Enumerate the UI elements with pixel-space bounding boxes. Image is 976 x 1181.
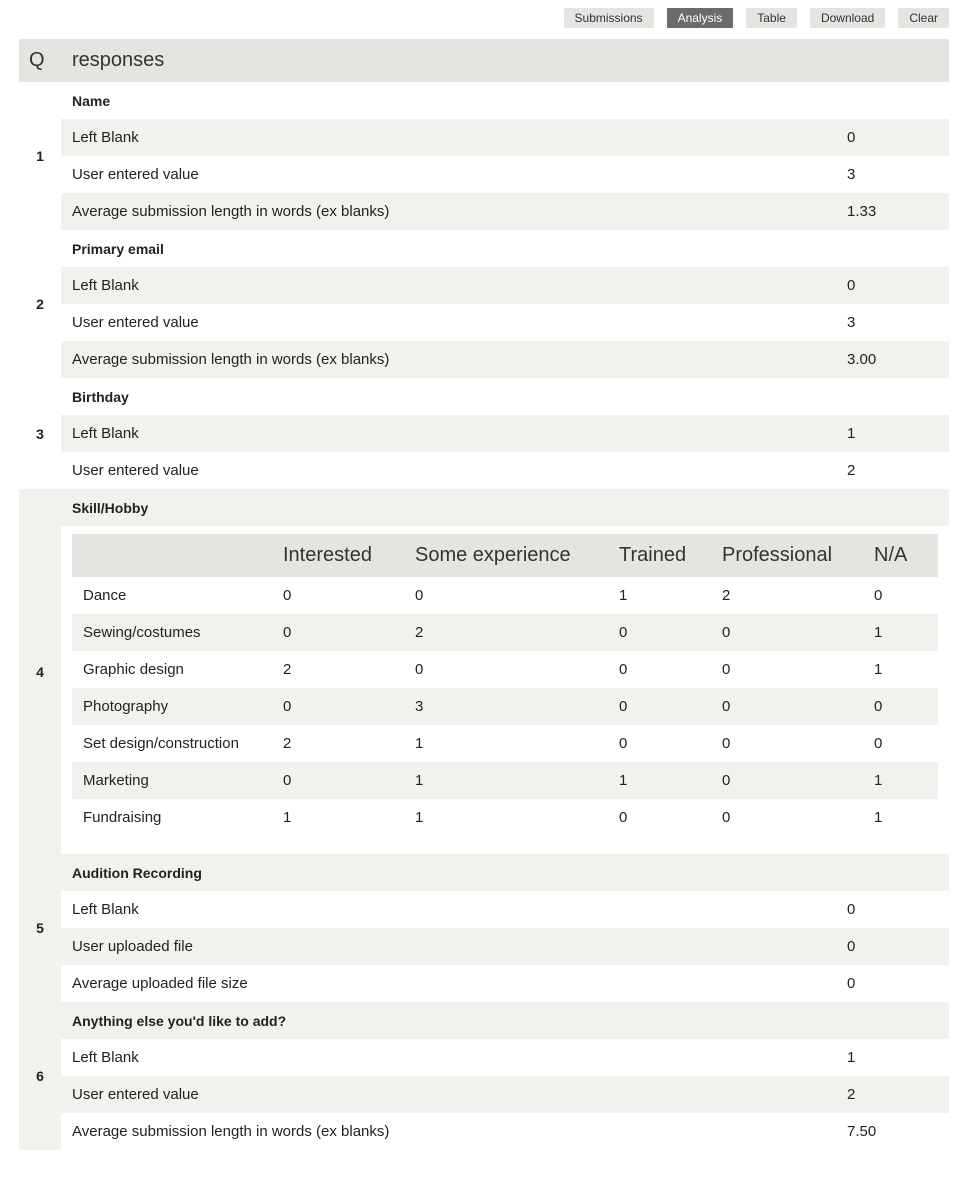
matrix-row [72,725,938,762]
matrix-cell: 2 [722,587,731,604]
question-number: 4 [19,489,61,854]
matrix-header-row [72,534,938,577]
stat-value: 1 [847,1049,856,1066]
stat-row [61,415,949,452]
stat-label: User entered value [72,462,199,479]
stat-row [61,267,949,304]
matrix-cell: 0 [619,624,628,641]
matrix-cell: 1 [415,735,424,752]
question-number: 5 [19,854,61,1002]
stat-row [61,891,949,928]
stat-value: 3.00 [847,351,877,368]
analysis-results [19,39,949,1150]
stat-label: Average uploaded file size [72,975,248,992]
question-title: Anything else you'd like to add? [61,1002,949,1039]
question-number: 6 [19,1002,61,1150]
question-title: Audition Recording [61,854,949,891]
question-number: 2 [36,296,44,312]
stat-label: Left Blank [72,901,139,918]
matrix-row-label: Fundraising [83,809,162,826]
matrix-row [72,577,938,614]
question-number: 1 [36,148,44,164]
toolbar [564,8,949,28]
matrix-header: Trained [619,544,687,566]
stat-value: 3 [847,314,856,331]
stat-row [61,452,949,489]
matrix-cell: 0 [415,661,424,678]
matrix-cell: 0 [722,624,731,641]
matrix-cell: 2 [283,661,292,678]
stat-label: Average submission length in words (ex blanks) [72,1123,390,1140]
stat-label: Average submission length in words (ex blanks) [72,351,390,368]
matrix-row [72,651,938,688]
question-block-6 [19,1002,949,1150]
stat-value: 0 [847,938,856,955]
stat-row [61,928,949,965]
matrix-cell: 1 [874,661,883,678]
question-title: Birthday [72,388,129,405]
skill-matrix-table [72,534,938,836]
stat-value: 0 [847,277,856,294]
matrix-cell: 0 [722,661,731,678]
stat-label: Average submission length in words (ex blanks) [72,203,390,220]
analysis-button[interactable]: Analysis [667,8,734,28]
matrix-cell: 0 [619,698,628,715]
matrix-cell: 0 [619,661,628,678]
matrix-cell: 0 [619,809,628,826]
stat-label: Left Blank [72,277,139,294]
matrix-cell: 0 [283,772,292,789]
stat-value: 7.50 [847,1123,877,1140]
question-number: 3 [36,425,44,442]
question-block-2 [19,230,949,378]
stat-label: User entered value [72,166,199,183]
stat-row [61,119,949,156]
matrix-cell: 0 [283,698,292,715]
matrix-cell: 1 [415,772,424,789]
results-header [19,39,949,82]
matrix-cell: 0 [415,587,424,604]
matrix-header: Some experience [415,544,571,566]
question-block-5 [19,854,949,1002]
matrix-header: Professional [722,544,833,566]
stat-row [61,965,949,1002]
stat-label: Left Blank [72,1049,139,1066]
stat-value: 2 [847,462,856,479]
question-title: Primary email [72,240,164,257]
matrix-cell: 1 [874,772,883,789]
stat-row [61,1076,949,1113]
matrix-row-label: Photography [83,698,169,715]
matrix-header: Interested [283,544,372,566]
stat-row [61,341,949,378]
table-button[interactable]: Table [746,8,797,28]
stat-row [61,1039,949,1076]
clear-button[interactable]: Clear [898,8,949,28]
matrix-cell: 0 [874,735,883,752]
matrix-cell: 0 [283,587,292,604]
stat-value: 0 [847,975,856,992]
stat-label: User entered value [72,1086,199,1103]
matrix-cell: 1 [619,587,628,604]
stat-row [61,193,949,230]
matrix-cell: 1 [874,809,883,826]
download-button[interactable]: Download [810,8,885,28]
matrix-row-label: Set design/construction [83,735,239,752]
stat-value: 2 [847,1086,856,1103]
matrix-row [72,614,938,651]
stat-label: User uploaded file [72,938,193,955]
matrix-cell: 1 [874,624,883,641]
matrix-cell: 0 [283,624,292,641]
matrix-header: N/A [874,544,908,566]
responses-column-header: responses [72,49,165,71]
matrix-cell: 2 [415,624,424,641]
matrix-cell: 1 [283,809,292,826]
question-title: Name [72,92,111,109]
stat-label: Left Blank [72,129,139,146]
matrix-header-blank [72,534,283,577]
question-column-header: Q [29,49,45,71]
matrix-row [72,762,938,799]
matrix-cell: 1 [619,772,628,789]
matrix-row-label: Dance [83,587,127,604]
stat-value: 1 [847,425,856,442]
matrix-cell: 0 [722,698,731,715]
question-title: Skill/Hobby [61,489,949,526]
stat-row [61,304,949,341]
matrix-row-label: Graphic design [83,661,184,678]
matrix-cell: 3 [415,698,424,715]
stat-label: Left Blank [72,425,139,442]
matrix-cell: 0 [874,587,883,604]
matrix-row [72,799,938,836]
stat-label: User entered value [72,314,199,331]
question-block-3 [19,378,949,489]
question-block-4 [19,489,949,854]
stat-value: 1.33 [847,203,877,220]
stat-value: 0 [847,901,856,918]
matrix-cell: 0 [722,772,731,789]
matrix-row [72,688,938,725]
matrix-cell: 2 [283,735,292,752]
stat-row [61,156,949,193]
question-block-1 [19,82,949,230]
matrix-cell: 1 [415,809,424,826]
stat-value: 0 [847,129,856,146]
matrix-cell: 0 [619,735,628,752]
matrix-cell: 0 [874,698,883,715]
submissions-button[interactable]: Submissions [564,8,654,28]
matrix-row-label: Marketing [83,772,149,789]
stat-value: 3 [847,166,856,183]
stat-row [61,1113,949,1150]
matrix-cell: 0 [722,809,731,826]
matrix-cell: 0 [722,735,731,752]
matrix-row-label: Sewing/costumes [83,624,201,641]
